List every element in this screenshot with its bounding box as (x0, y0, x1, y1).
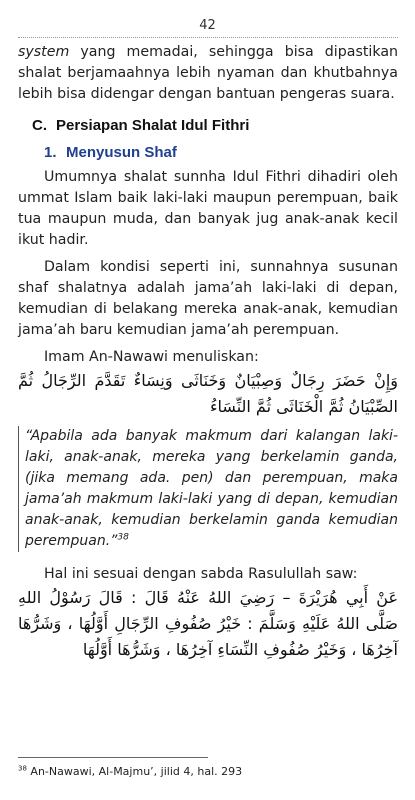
section-1-title: Menyusun Shaf (66, 144, 177, 161)
section-c-label: C. (32, 117, 47, 134)
section-1-label: 1. (44, 144, 57, 161)
intro-italic-word: system (18, 44, 70, 60)
footnote (18, 765, 242, 778)
quote-text: “Apabila ada banyak makmum dari kalangan laki-laki, anak-anak, mereka yang berkelamin ganda, (jika memang ada. pen) dan perempuan, maka jama’ah makmum laki-laki yang di depan, kemudian anak-anak, kemudian berkelamin ganda kemudian perempuan.” (25, 428, 398, 549)
header-divider (18, 37, 398, 38)
arabic-quote-nawawi: وَإِنْ حَضَرَ رِجَالٌ وَصِبْيَانٌ وَخَنَاثَى وَنِسَاءٌ تَقَدَّمَ الرِّجَالُ ثُمَّ الصِّبْيَانُ ثُمَّ الْخَنَاثَى ثُمَّ النِّسَاءُ (18, 371, 398, 416)
footnote-divider (18, 757, 208, 758)
section-c-title: Persiapan Shalat Idul Fithri (56, 117, 250, 134)
page-body (18, 42, 398, 663)
paragraph-2: Dalam kondisi seperti ini, sunnahnya susunan shaf shalatnya adalah jama’ah laki-laki di depan, kemudian di belakang mereka anak-anak, kemudian jama’ah baru kemudian jama’ah perempuan. (18, 259, 398, 338)
subsection-heading-1 (18, 144, 398, 161)
arabic-hadith: عَنْ أَبِي هُرَيْرَةَ – رَضِيَ اللهُ عَنْهُ قَالَ : قَالَ رَسُوْلُ اللهِ صَلَّى اللهُ عَلَيْهِ وَسَلَّمَ : خَيْرُ صُفُوفِ الرِّجَالِ أَوَّلُهَا ، وَشَرُّهَا آخِرُهَا ، وَخَيْرُ صُفُوفِ النِّسَاءِ آخِرُهَا ، وَشَرُّهَا أَوَّلُهَا (18, 588, 398, 659)
paragraph-1: Umumnya shalat sunnha Idul Fithri dihadiri oleh ummat Islam baik laki-laki maupun perempuan, baik tua maupun muda, dan banyak jug anak-anak kecil ikut hadir. (18, 169, 398, 248)
translation-quote (18, 426, 398, 552)
section-heading-c (18, 117, 398, 134)
footnote-number: 38 (18, 764, 27, 773)
intro-text: yang memadai, sehingga bisa dipastikan shalat berjamaahnya lebih nyaman dan khutbahnya lebih bisa didengar dengan bantuan pengeras suara. (18, 44, 398, 102)
nawawi-intro: Imam An-Nawawi menuliskan: (44, 349, 259, 365)
hadith-intro: Hal ini sesuai dengan sabda Rasulullah saw: (44, 566, 358, 582)
intro-paragraph (18, 42, 398, 105)
footnote-text: An-Nawawi, Al-Majmu’, jilid 4, hal. 293 (30, 765, 243, 778)
page-number: 42 (199, 18, 216, 33)
footnote-ref: 38 (117, 532, 129, 543)
